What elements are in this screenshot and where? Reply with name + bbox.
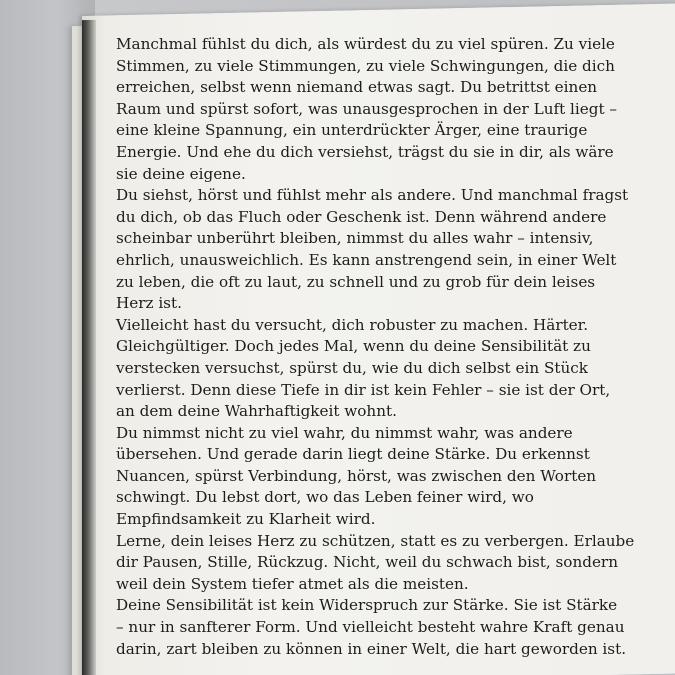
text-line: darin, zart bleiben zu können in einer Welt, die hart geworden ist. — [116, 639, 627, 658]
text-line: Vielleicht hast du versucht, dich robuster zu machen. Härter. — [116, 315, 589, 334]
text-line: verstecken versuchst, spürst du, wie du dich selbst ein Stück — [116, 358, 588, 377]
text-line: Gleichgültiger. Doch jedes Mal, wenn du deine Sensibilität zu — [116, 337, 591, 356]
text-line: Energie. Und ehe du dich versiehst, trägst du sie in dir, als wäre — [116, 142, 614, 161]
text-line: verlierst. Denn diese Tiefe in dir ist kein Fehler – sie ist der Ort, — [116, 380, 611, 399]
text-line: sie deine eigene. — [116, 164, 246, 183]
book-gutter — [82, 20, 96, 675]
text-line: eine kleine Spannung, ein unterdrückter Ärger, eine traurige — [116, 121, 588, 140]
page-text — [116, 34, 656, 660]
paragraph-2 — [116, 185, 656, 315]
text-line: ehrlich, unausweichlich. Es kann anstrengend sein, in einer Welt — [116, 250, 617, 269]
paragraph-6 — [116, 595, 656, 660]
text-line: Deine Sensibilität ist kein Widerspruch zur Stärke. Sie ist Stärke — [116, 596, 618, 615]
paragraph-3 — [116, 315, 656, 423]
text-line: übersehen. Und gerade darin liegt deine Stärke. Du erkennst — [116, 445, 590, 464]
text-line: an dem deine Wahrhaftigkeit wohnt. — [116, 402, 397, 421]
text-line: weil dein System tiefer atmet als die meisten. — [116, 574, 469, 593]
text-line: – nur in sanfterer Form. Und vielleicht besteht wahre Kraft genau — [116, 618, 625, 637]
text-line: zu leben, die oft zu laut, zu schnell und zu grob für dein leises — [116, 272, 596, 291]
paragraph-5 — [116, 531, 656, 596]
text-line: dir Pausen, Stille, Rückzug. Nicht, weil du schwach bist, sondern — [116, 553, 618, 572]
text-line: erreichen, selbst wenn niemand etwas sagt. Du betrittst einen — [116, 78, 598, 97]
text-line: du dich, ob das Fluch oder Geschenk ist. Denn während andere — [116, 207, 607, 226]
text-line: Herz ist. — [116, 294, 182, 313]
text-line: Empfindsamkeit zu Klarheit wird. — [116, 510, 376, 529]
text-line: Raum und spürst sofort, was unausgesprochen in der Luft liegt – — [116, 99, 617, 118]
text-line: Du nimmst nicht zu viel wahr, du nimmst wahr, was andere — [116, 423, 573, 442]
text-line: Manchmal fühlst du dich, als würdest du zu viel spüren. Zu viele — [116, 35, 615, 53]
text-line: schwingt. Du lebst dort, wo das Leben feiner wird, wo — [116, 488, 534, 507]
text-line: scheinbar unberührt bleiben, nimmst du alles wahr – intensiv, — [116, 229, 594, 248]
text-line: Du siehst, hörst und fühlst mehr als andere. Und manchmal fragst — [116, 186, 629, 205]
text-line: Stimmen, zu viele Stimmungen, zu viele Schwingungen, die dich — [116, 56, 615, 75]
text-line: Nuancen, spürst Verbindung, hörst, was zwischen den Worten — [116, 466, 597, 485]
text-line: Lerne, dein leises Herz zu schützen, statt es zu verbergen. Erlaube — [116, 531, 635, 550]
paragraph-4 — [116, 423, 656, 531]
paragraph-1 — [116, 34, 656, 185]
